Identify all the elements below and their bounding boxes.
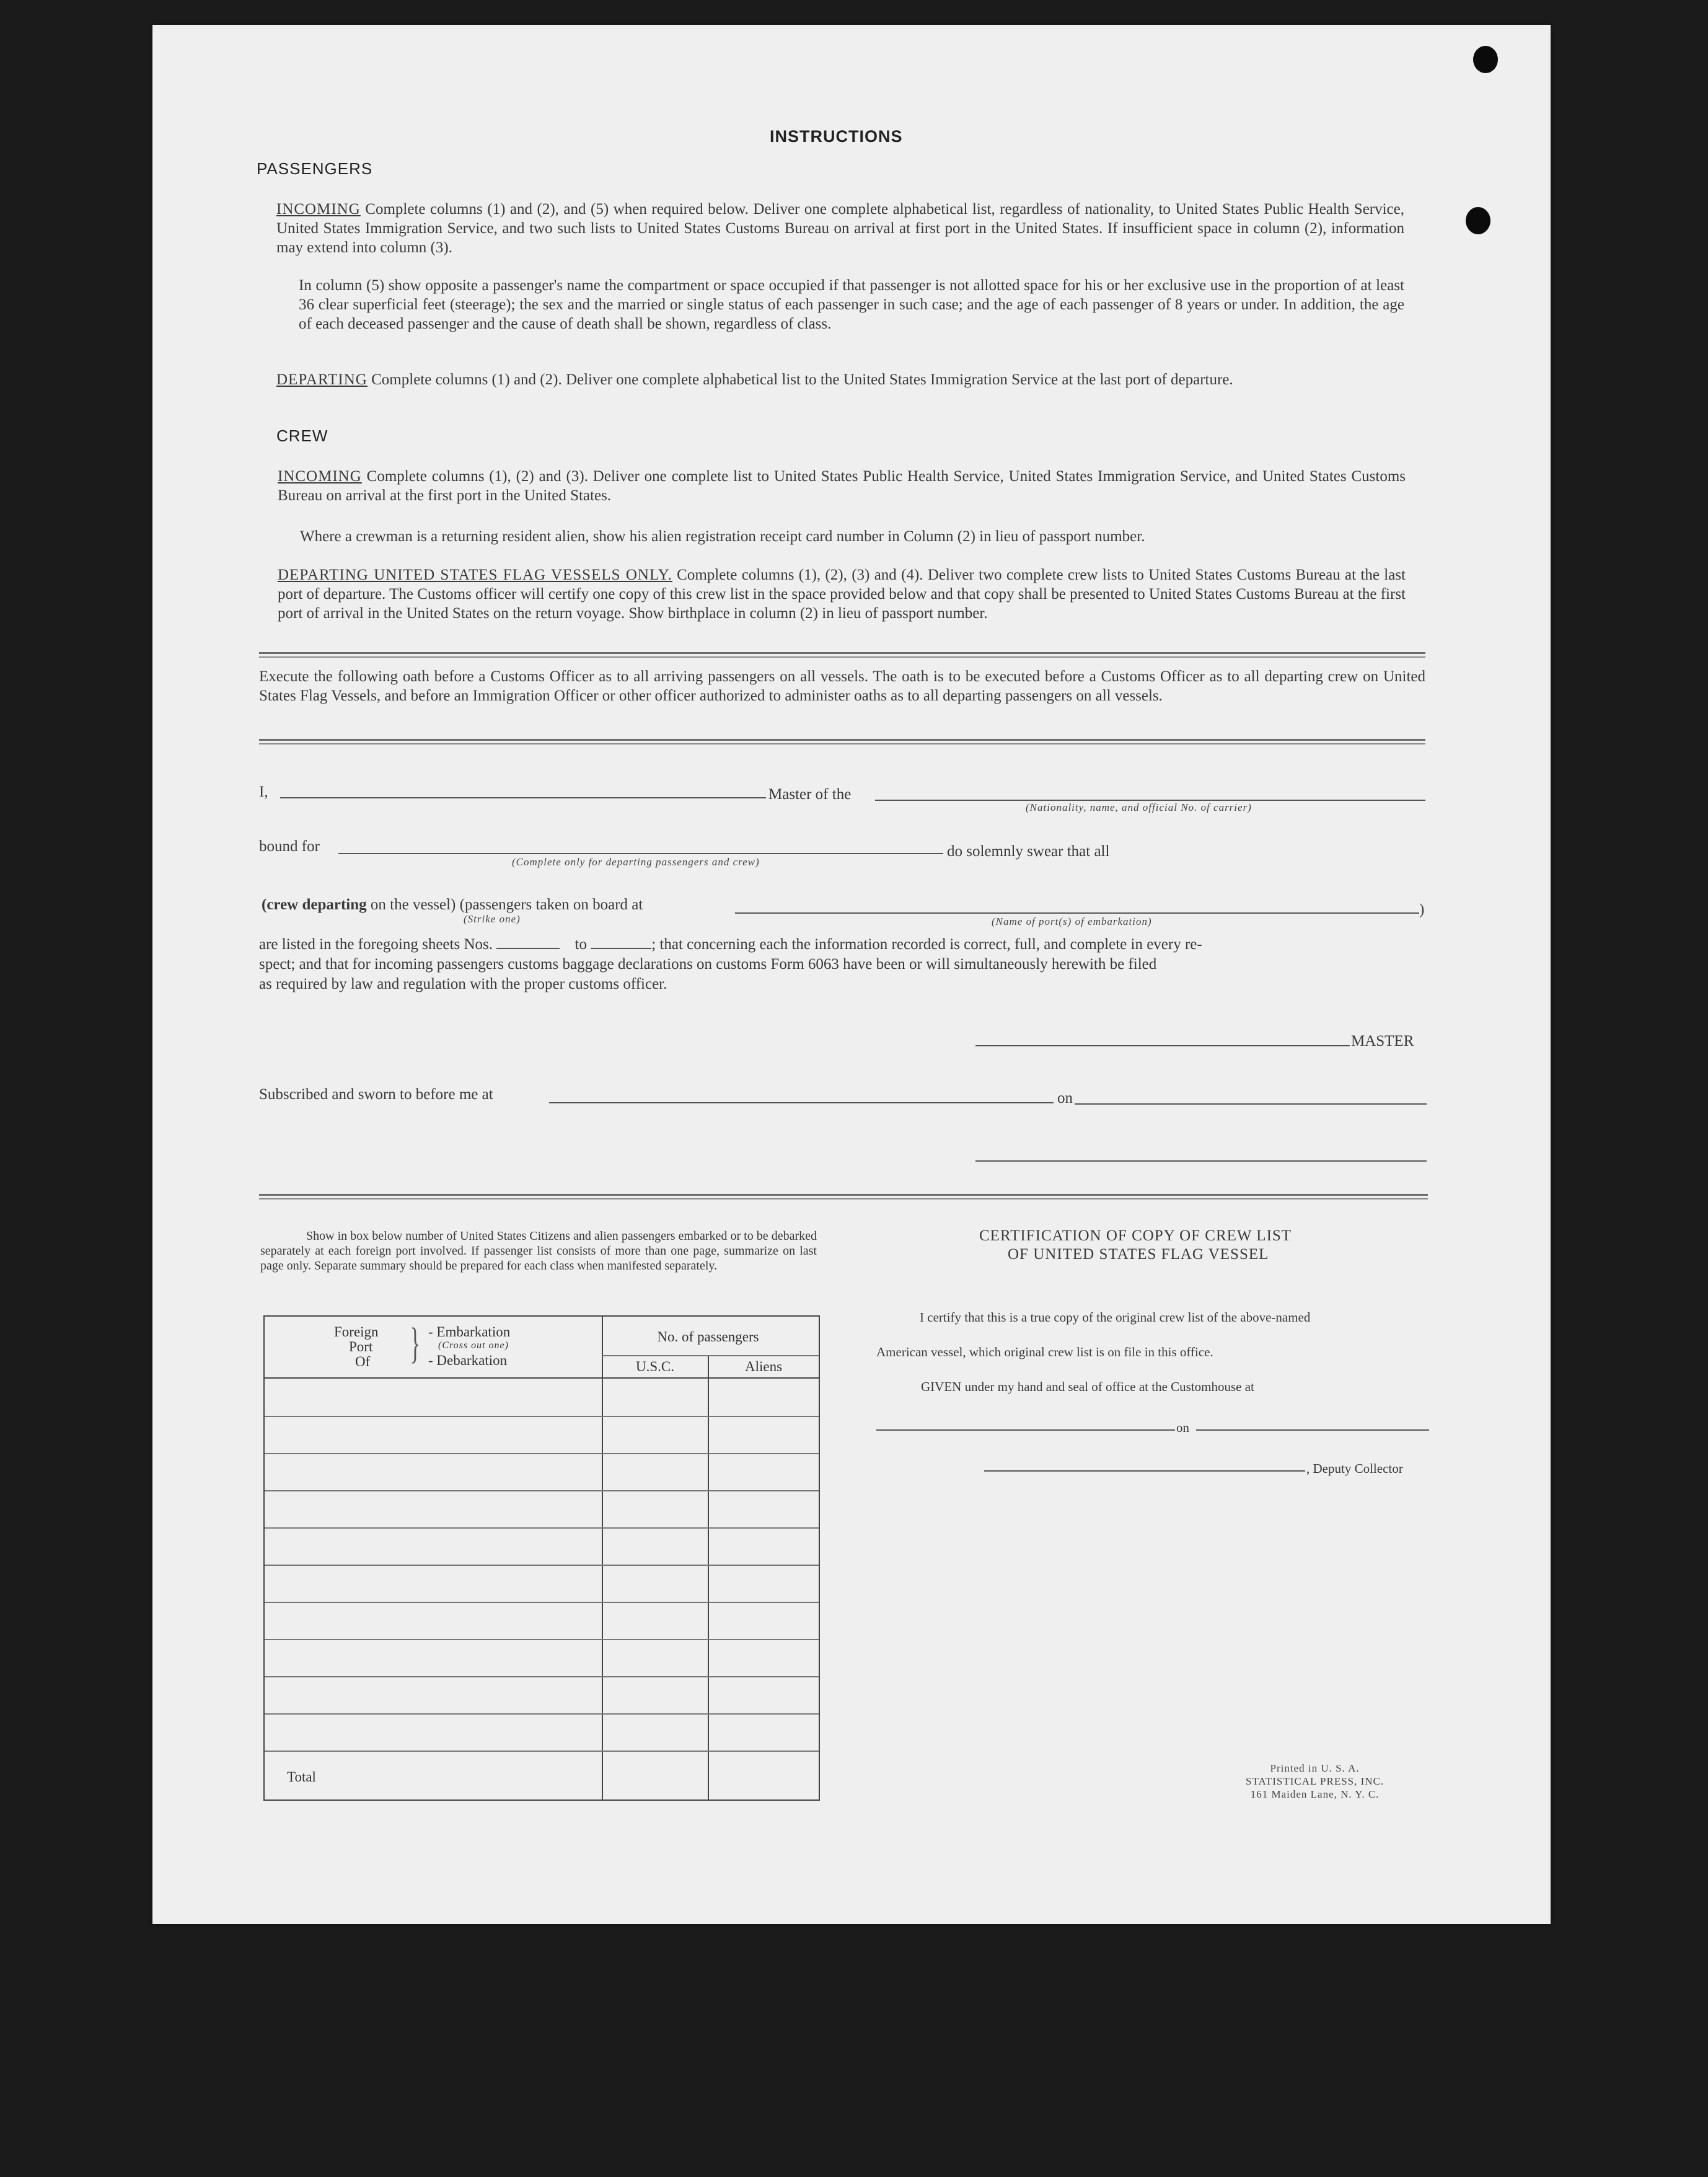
col-port-of: Of: [355, 1354, 371, 1369]
carrier-field[interactable]: [875, 800, 1425, 801]
crew-incoming-label: INCOMING: [278, 468, 362, 485]
listed-line-3: spect; and that for incoming passengers customs baggage declarations on customs Form 6063 have been or will simultaneously herewith be filed: [259, 956, 1157, 973]
swear-text: do solemnly swear that all: [947, 843, 1110, 860]
embarkation-ports-field[interactable]: [735, 912, 1419, 914]
to-label: to: [574, 936, 587, 953]
deputy-collector-signature-field[interactable]: [984, 1470, 1305, 1472]
carrier-caption: (Nationality, name, and official No. of carrier): [1026, 801, 1252, 813]
deputy-collector-label: , Deputy Collector: [1306, 1461, 1403, 1476]
col-cross-out: (Cross out one): [438, 1340, 509, 1351]
listed-text-1: are listed in the foregoing sheets Nos.: [259, 936, 493, 953]
certification-line-2: American vessel, which original crew list is on file in this office.: [876, 1345, 1213, 1359]
sheet-to-field[interactable]: [591, 937, 651, 949]
printer-line-1: Printed in U. S. A.: [1270, 1762, 1360, 1774]
col-port-port: Port: [349, 1339, 373, 1354]
passengers-heading: PASSENGERS: [257, 159, 373, 178]
crew-departing-text: (crew departing: [262, 896, 367, 913]
passengers-incoming-paragraph: [276, 200, 1404, 257]
sheet-from-field[interactable]: [496, 937, 560, 949]
listed-line-4: as required by law and regulation with the proper customs officer.: [259, 976, 667, 992]
crew-departing-text: Complete columns (1), (2), (3) and (4). Deliver two complete crew lists to United States Customs Bureau at the last port of departure. The Customs officer will certify one copy of this crew list in the space provided below and that copy shall be presented to United States Customs Bureau at the first port of arrival in the United States on the return voyage. Show birthplace in column (2) in lieu of passport number.: [278, 567, 1406, 622]
printer-line-3: 161 Maiden Lane, N. Y. C.: [1250, 1788, 1380, 1800]
col-port-foreign: Foreign: [334, 1324, 379, 1340]
passengers-incoming-label: INCOMING: [276, 201, 361, 218]
crew-returning-paragraph: Where a crewman is a returning resident alien, show his alien registration receipt card number in Column (2) in lieu of passport number.: [300, 528, 1145, 545]
officer-signature-field[interactable]: [975, 1160, 1427, 1162]
bound-for-caption: (Complete only for departing passengers and crew): [512, 856, 760, 868]
passengers-departing-text: Complete columns (1) and (2). Deliver one complete alphabetical list to the United States Immigration Service at the last port of departure.: [371, 371, 1233, 388]
printer-line-2: STATISTICAL PRESS, INC.: [1246, 1775, 1384, 1787]
page-title: INSTRUCTIONS: [770, 127, 903, 146]
total-label: Total: [287, 1769, 316, 1785]
listed-text-2: ; that concerning each the information recorded is correct, full, and complete in every re-: [651, 936, 1202, 953]
col-aliens: Aliens: [744, 1359, 783, 1374]
on-the-vessel-text: on the vessel): [370, 896, 456, 913]
passengers-taken-text: (passengers taken on board at: [459, 896, 643, 913]
section-divider-2: [259, 739, 1425, 744]
printer-imprint: [1246, 1762, 1384, 1801]
master-name-field[interactable]: [280, 797, 766, 798]
listed-line-1: [259, 935, 1202, 954]
certification-line-1: I certify that this is a true copy of the original crew list of the above-named: [920, 1310, 1311, 1325]
subscribed-on-label: on: [1057, 1090, 1073, 1106]
certification-title-1: CERTIFICATION OF COPY OF CREW LIST: [979, 1227, 1292, 1244]
bound-for-label: bound for: [259, 838, 320, 855]
summary-note: Show in box below number of United States Citizens and alien passengers embarked or to be debarked separately at each foreign port involved. If passenger list consists of more than one page, summarize on last page only. Separate summary should be prepared for each class when manifested separately.: [260, 1229, 817, 1273]
crew-departing-option: [262, 895, 643, 914]
passengers-incoming-text: Complete columns (1) and (2), and (5) when required below. Deliver one complete alphabetical list, regardless of nationality, to United States Public Health Service, United States Immigration Service, and two such lists to United States Customs Bureau on arrival at first port in the United States. If insufficient space in column (2), information may extend into column (3).: [276, 201, 1405, 256]
passengers-departing-paragraph: [276, 370, 1404, 389]
certification-title-2: OF UNITED STATES FLAG VESSEL: [1008, 1246, 1269, 1263]
section-divider-1: [259, 652, 1425, 658]
crew-heading: CREW: [276, 426, 328, 445]
passengers-column5-paragraph: In column (5) show opposite a passenger's name the compartment or space occupied if that passenger is not allotted space for his or her exclusive use in the proportion of at least 36 clear superficial feet (steerage); the sex and the married or single status of each passenger in such case; and the age of each passenger of 8 years or under. In addition, the age of each deceased passenger and the cause of death shall be shown, regardless of class.: [299, 277, 1404, 332]
section-divider-3: [259, 1194, 1428, 1199]
crew-incoming-paragraph: [278, 467, 1406, 505]
master-signature-field[interactable]: [975, 1045, 1350, 1046]
punch-hole-middle: [1466, 207, 1490, 234]
crew-departing-label: DEPARTING UNITED STATES FLAG VESSELS ONLY.: [278, 567, 672, 583]
certification-on-label: on: [1176, 1420, 1189, 1435]
crew-incoming-text: Complete columns (1), (2) and (3). Deliver one complete list to United States Public Health Service, United States Immigration Service, and United States Customs Bureau on arrival at the first port in the United States.: [278, 468, 1406, 504]
punch-hole-top: [1473, 46, 1498, 73]
passengers-departing-label: DEPARTING: [276, 371, 368, 388]
master-label: MASTER: [1351, 1033, 1414, 1049]
col-no-of-passengers: No. of passengers: [657, 1329, 759, 1345]
summary-table: [263, 1315, 820, 1801]
subscribed-label: Subscribed and sworn to before me at: [259, 1086, 493, 1103]
col-usc: U.S.C.: [636, 1359, 674, 1374]
certification-line-3: GIVEN under my hand and seal of office at the Customhouse at: [921, 1379, 1254, 1394]
subscribed-place-field[interactable]: [549, 1102, 1054, 1103]
crew-departing-paragraph: [278, 565, 1406, 623]
oath-i-label: I,: [259, 784, 268, 800]
customhouse-field[interactable]: [876, 1429, 1175, 1431]
close-paren: ): [1419, 901, 1425, 918]
strike-one-caption: (Strike one): [464, 913, 521, 925]
subscribed-date-field[interactable]: [1075, 1103, 1427, 1105]
bound-for-field[interactable]: [338, 853, 943, 854]
col-debarkation: - Debarkation: [428, 1353, 508, 1368]
master-of-the-label: Master of the: [768, 786, 852, 803]
certification-date-field[interactable]: [1196, 1429, 1429, 1431]
oath-intro: Execute the following oath before a Customs Officer as to all arriving passengers on all vessels. The oath is to be executed before a Customs Officer as to all departing crew on United States Flag Vessels, and before an Immigration Officer or other officer authorized to administer oaths as to all departing passengers on all vessels.: [259, 668, 1425, 704]
brace-icon: }: [410, 1320, 421, 1367]
col-embarkation: - Embarkation: [428, 1324, 511, 1340]
ports-caption: (Name of port(s) of embarkation): [992, 916, 1152, 927]
